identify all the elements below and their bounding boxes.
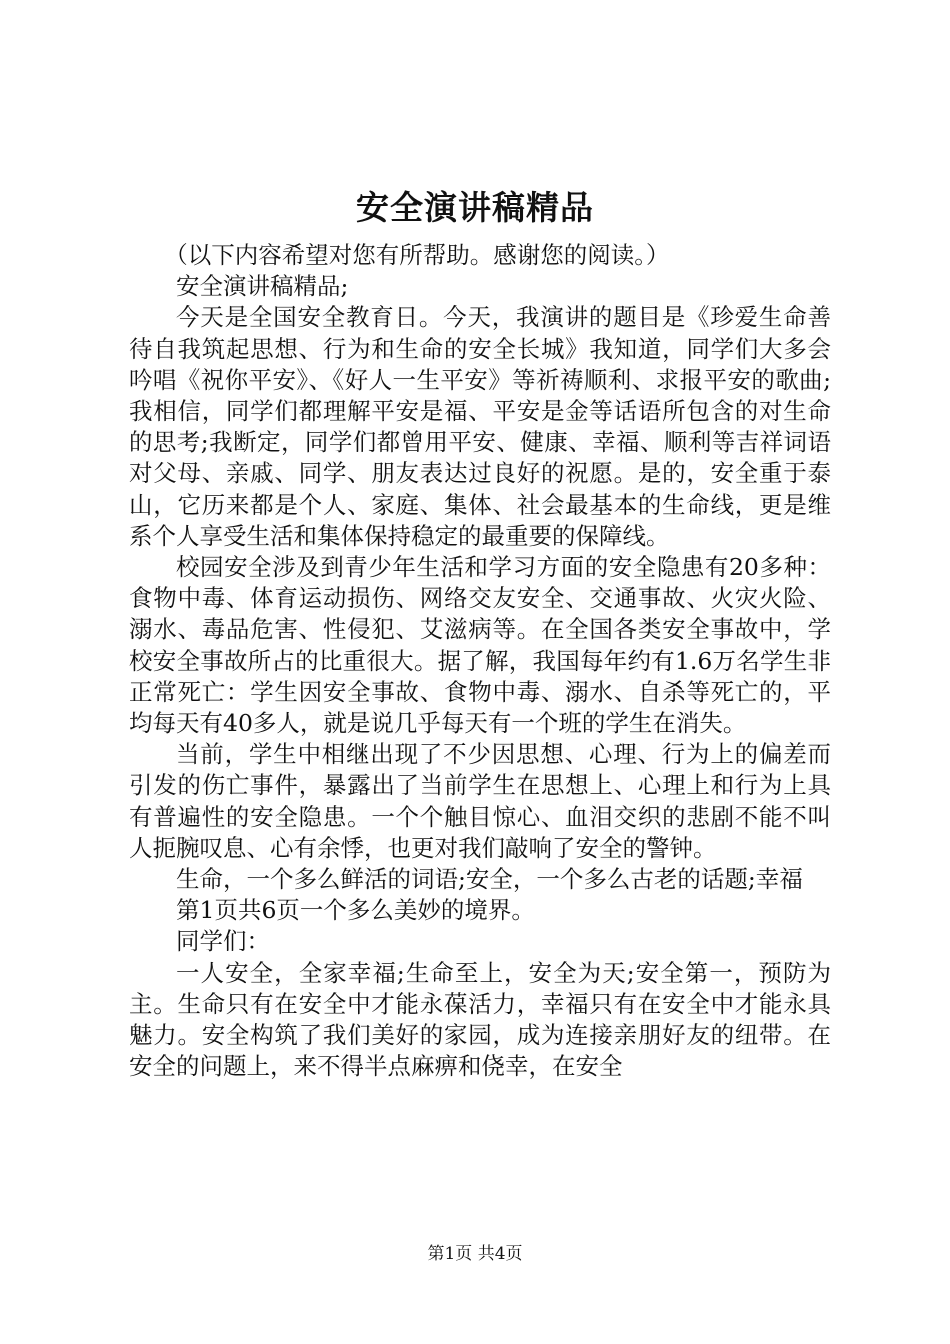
document-body <box>129 240 831 1082</box>
notice-paragraph: （以下内容希望对您有所帮助。感谢您的阅读。） <box>164 241 670 269</box>
body-paragraph: 同学们： <box>176 927 270 956</box>
body-paragraph: 生命，一个多么鲜活的词语;安全，一个多么古老的话题;幸福 <box>176 865 803 894</box>
body-paragraph: 校园安全涉及到青少年生活和学习方面的安全隐患有20多种：食物中毒、体育运动损伤、网络交友安全、交通事故、火灾火险、溺水、毒品危害、性侵犯、艾滋病等。在全国各类安全事故中，学校安全事故所占的比重很大。据了解，我国每年约有1.6万名学生非正常死亡：学生因安全事故、食物中毒、溺水、自杀等死亡的，平均每天有40多人，就是说几乎每天有一个班的学生在消失。 <box>129 553 831 738</box>
document-title: 安全演讲稿精品 <box>356 188 594 227</box>
body-paragraph: 一人安全，全家幸福;生命至上，安全为天;安全第一，预防为主。生命只有在安全中才能永葆活力，幸福只有在安全中才能永具魅力。安全构筑了我们美好的家园，成为连接亲朋好友的纽带。在安全的问题上，来不得半点麻痹和侥幸，在安全 <box>129 958 831 1081</box>
subtitle-paragraph: 安全演讲稿精品; <box>176 272 349 301</box>
body-paragraph: 第1页共6页一个多么美妙的境界。 <box>176 896 535 925</box>
body-paragraph: 今天是全国安全教育日。今天，我演讲的题目是《珍爱生命善待自我筑起思想、行为和生命的安全长城》我知道，同学们大多会吟唱《祝你平安》、《好人一生平安》等祈祷顺利、求报平安的歌曲;我相信，同学们都理解平安是福、平安是金等话语所包含的对生命的思考;我断定，同学们都曾用平安、健康、幸福、顺利等吉祥词语对父母、亲戚、同学、朋友表达过良好的祝愿。是的，安全重于泰山，它历来都是个人、家庭、集体、社会最基本的生命线，更是维系个人享受生活和集体保持稳定的最重要的保障线。 <box>129 303 831 550</box>
body-paragraph: 当前，学生中相继出现了不少因思想、心理、行为上的偏差而引发的伤亡事件，暴露出了当前学生在思想上、心理上和行为上具有普遍性的安全隐患。一个个触目惊心、血泪交织的悲剧不能不叫人扼腕叹息、心有余悸，也更对我们敲响了安全的警钟。 <box>129 740 831 862</box>
page-footer: 第1页 共4页 <box>427 1244 523 1264</box>
